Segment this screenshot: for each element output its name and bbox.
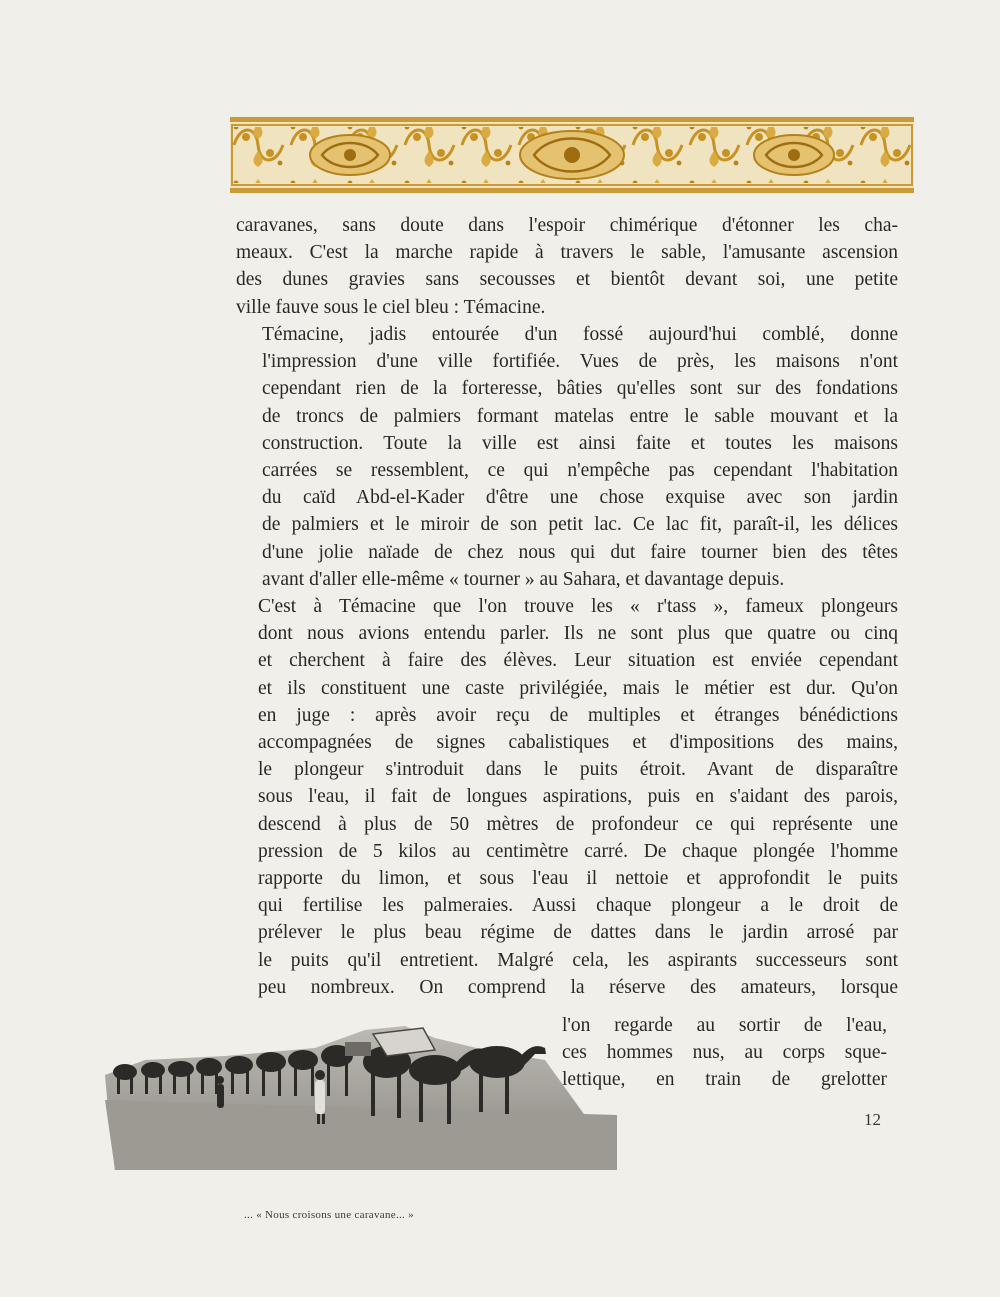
text-line: l'on regarde au sortir de l'eau, <box>562 1015 887 1036</box>
text-line: en juge : après avoir reçu de multiples et étranges bénédictions <box>258 704 898 726</box>
text-line: du caïd Abd-el-Kader d'être une chose exquise avec son jardin <box>262 487 898 509</box>
paragraph-3 <box>232 593 898 1001</box>
text-line: peu nombreux. On comprend la réserve des amateurs, lorsque <box>258 976 898 998</box>
text-line: dont nous avions entendu parler. Ils ne sont plus que quatre ou cinq <box>258 623 898 645</box>
text-line: cependant rien de la forteresse, bâties qu'elles sont sur des fondations <box>262 378 898 400</box>
text-line: ville fauve sous le ciel bleu : Témacine. <box>236 296 546 318</box>
ornament-band <box>230 117 914 193</box>
text-line: meaux. C'est la marche rapide à travers le sable, l'amusante ascension <box>236 242 898 264</box>
paragraph-1 <box>236 212 898 321</box>
text-line: de troncs de palmiers formant matelas entre le sable mouvant et la <box>262 405 898 427</box>
text-line: prélever le plus beau régime de dattes dans le jardin arrosé par <box>258 922 898 944</box>
text-line: et ils constituent une caste privilégiée, mais le métier est dur. Qu'on <box>258 677 898 699</box>
text-line: ces hommes nus, au corps sque- <box>562 1042 887 1064</box>
text-line: des dunes gravies sans secousses et bientôt devant soi, une petite <box>236 269 898 291</box>
text-line: rapporte du limon, et sous l'eau il nettoie et approfondit le puits <box>258 868 898 890</box>
text-line: avant d'aller elle-même « tourner » au Sahara, et davantage depuis. <box>262 568 785 590</box>
text-line: lettique, en train de grelotter <box>562 1069 887 1091</box>
text-line: descend à plus de 50 mètres de profondeur ce qui représente une <box>258 813 898 835</box>
text-line: pression de 5 kilos au centimètre carré. De chaque plongée l'homme <box>258 840 898 862</box>
text-line: sous l'eau, il fait de longues aspirations, puis en s'aidant des parois, <box>258 786 898 808</box>
photo-caption: ... « Nous croisons une caravane... » <box>244 1209 414 1221</box>
text-line: le plongeur s'introduit dans le puits étroit. Avant de disparaître <box>258 759 898 781</box>
caravan-photo <box>105 1020 617 1170</box>
text-line: de palmiers et le miroir de son petit lac. Ce lac fit, paraît-il, les délices <box>262 514 898 536</box>
text-line: accompagnées de signes cabalistiques et d'impositions des mains, <box>258 732 898 754</box>
text-line: construction. Toute la ville est ainsi faite et toutes les maisons <box>262 432 898 454</box>
text-line: carrées se ressemblent, ce qui n'empêche pas cependant l'habitation <box>262 460 898 482</box>
text-line: caravanes, sans doute dans l'espoir chimérique d'étonner les cha- <box>236 215 898 236</box>
text-line: et cherchent à faire des élèves. Leur situation est enviée cependant <box>258 650 898 672</box>
text-line: l'impression d'une ville fortifiée. Vues de près, les maisons n'ont <box>262 351 898 373</box>
text-line: Témacine, jadis entourée d'un fossé aujourd'hui comblé, donne <box>262 324 898 345</box>
page-number: 12 <box>864 1110 881 1129</box>
paragraph-2 <box>236 321 898 593</box>
text-line: qui fertilise les palmeraies. Aussi chaque plongeur a le droit de <box>258 895 898 917</box>
text-line: le puits qu'il entretient. Malgré cela, les aspirants successeurs sont <box>258 949 898 971</box>
text-line: C'est à Témacine que l'on trouve les « r'tass », fameux plongeurs <box>258 596 898 617</box>
text-line: d'une jolie naïade de chez nous qui dut faire tourner bien des têtes <box>262 541 898 563</box>
